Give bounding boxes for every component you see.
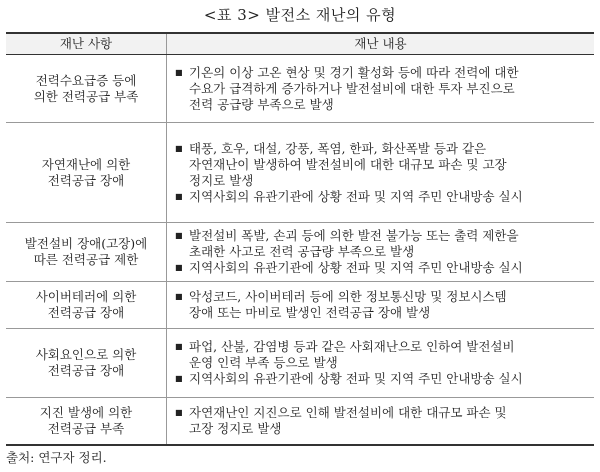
table-row xyxy=(6,398,594,445)
bullet-text-line: 기온의 이상 고온 현상 및 경기 활성화 등에 따라 전력에 대한 xyxy=(189,64,519,80)
disaster-content-cell xyxy=(167,329,595,398)
bullet-text-line: 지역사회의 유관기관에 상황 전파 및 지역 주민 안내방송 실시 xyxy=(189,260,523,275)
disaster-item-label-line: 전력수요급증 등에 xyxy=(35,72,137,88)
content-bullet-item xyxy=(175,289,590,321)
bullet-text-line: 파업, 산불, 감염병 등과 같은 사회재난으로 인하여 발전설비 xyxy=(189,339,515,354)
table-row xyxy=(6,123,594,223)
square-bullet-icon: ■ xyxy=(175,191,183,201)
disaster-item-label-line: 사회요인으로 의한 xyxy=(35,347,137,362)
disaster-item-label-line: 지진 발생에 의한 xyxy=(39,404,133,420)
bullet-text xyxy=(189,339,590,371)
disaster-item-cell xyxy=(6,398,167,445)
disaster-item-label-line: 전력공급 부족 xyxy=(47,420,125,436)
square-bullet-icon: ■ xyxy=(175,67,183,77)
bullet-text-line: 자연재난이 발생하여 발전설비에 대한 대규모 파손 및 고장 xyxy=(189,156,507,172)
bullet-text-line: 악성코드, 사이버테러 등에 의한 정보통신망 및 정보시스템 xyxy=(189,289,507,304)
bullet-text xyxy=(189,371,590,387)
bullet-text xyxy=(189,189,590,205)
bullet-text xyxy=(189,260,590,276)
bullet-text-line: 운영 인력 부족 등으로 발생 xyxy=(189,355,338,370)
bullet-text xyxy=(189,65,590,113)
disaster-item-cell xyxy=(6,223,167,282)
disaster-item-cell xyxy=(6,329,167,398)
square-bullet-icon: ■ xyxy=(175,143,183,153)
bullet-text xyxy=(189,228,590,260)
disaster-item-label-line: 전력공급 장애 xyxy=(47,305,125,320)
content-bullet-item xyxy=(175,189,590,205)
bullet-text-line: 태풍, 호우, 대설, 강풍, 폭염, 한파, 화산폭발 등과 같은 xyxy=(189,140,487,156)
square-bullet-icon: ■ xyxy=(175,263,183,272)
source-note: 출처: 연구자 정리. xyxy=(6,450,107,465)
content-bullet-item xyxy=(175,65,590,113)
disaster-item-label-line: 의한 전력공급 부족 xyxy=(33,88,139,104)
disaster-types-table xyxy=(6,32,594,446)
disaster-item-cell xyxy=(6,123,167,223)
disaster-content-cell xyxy=(167,398,595,445)
bullet-text xyxy=(189,141,590,189)
bullet-text-line: 전력 공급량 부족으로 발생 xyxy=(189,96,334,112)
content-bullet-item xyxy=(175,371,590,387)
bullet-text-line: 장애 또는 마비로 발생인 전력공급 장애 발생 xyxy=(189,305,431,320)
header-disaster-content: 재난 내용 xyxy=(167,33,595,55)
content-bullet-item xyxy=(175,228,590,260)
disaster-item-label-line: 따른 전력공급 제한 xyxy=(33,252,139,267)
disaster-content-cell xyxy=(167,123,595,223)
table-header-row xyxy=(6,33,594,55)
table-row xyxy=(6,223,594,282)
content-bullet-item xyxy=(175,405,590,437)
square-bullet-icon: ■ xyxy=(175,374,183,383)
disaster-item-label-line: 전력공급 장애 xyxy=(47,172,125,188)
disaster-content-cell xyxy=(167,282,595,329)
square-bullet-icon: ■ xyxy=(175,407,183,417)
square-bullet-icon: ■ xyxy=(175,231,183,240)
disaster-item-label-line: 발전설비 장애(고장)에 xyxy=(24,236,148,251)
square-bullet-icon: ■ xyxy=(175,292,183,301)
disaster-item-cell xyxy=(6,55,167,123)
disaster-content-cell xyxy=(167,55,595,123)
bullet-text-line: 자연재난인 지진으로 인해 발전설비에 대한 대규모 파손 및 xyxy=(189,404,507,420)
table-title: <표 3> 발전소 재난의 유형 xyxy=(203,6,397,24)
bullet-text xyxy=(189,405,590,437)
bullet-text-line: 고장 정지로 발생 xyxy=(189,420,282,436)
bullet-text-line: 수요가 급격하게 증가하거나 발전설비에 대한 투자 부진으로 xyxy=(189,80,515,96)
content-bullet-item xyxy=(175,339,590,371)
disaster-item-label-line: 사이버테러에 의한 xyxy=(35,289,137,304)
bullet-text-line: 발전설비 폭발, 손괴 등에 의한 발전 불가능 또는 출력 제한을 xyxy=(189,228,519,243)
square-bullet-icon: ■ xyxy=(175,342,183,351)
table-row xyxy=(6,55,594,123)
disaster-item-cell xyxy=(6,282,167,329)
bullet-text xyxy=(189,289,590,321)
bullet-text-line: 지역사회의 유관기관에 상황 전파 및 지역 주민 안내방송 실시 xyxy=(189,371,523,386)
bullet-text-line: 지역사회의 유관기관에 상황 전파 및 지역 주민 안내방송 실시 xyxy=(189,188,523,204)
table-row xyxy=(6,329,594,398)
disaster-content-cell xyxy=(167,223,595,282)
bullet-text-line: 정지로 발생 xyxy=(189,172,254,188)
content-bullet-item xyxy=(175,260,590,276)
table-row xyxy=(6,282,594,329)
disaster-item-label-line: 자연재난에 의한 xyxy=(41,156,131,172)
header-disaster-item: 재난 사항 xyxy=(6,33,167,55)
table-body xyxy=(6,55,594,445)
content-bullet-item xyxy=(175,141,590,189)
bullet-text-line: 초래한 사고로 전력 공급량 부족으로 발생 xyxy=(189,244,415,259)
disaster-item-label-line: 전력공급 장애 xyxy=(47,363,125,378)
